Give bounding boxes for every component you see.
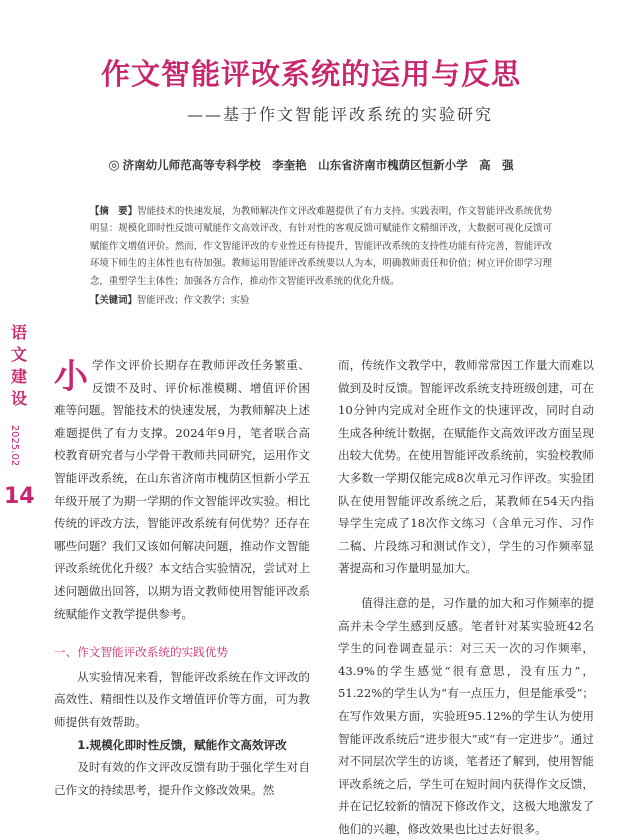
- drop-cap: 小: [54, 357, 88, 397]
- journal-char: 设: [10, 389, 27, 408]
- journal-char: 建: [10, 367, 27, 386]
- section-heading-1: 一、作文智能评改系统的实践优势: [54, 645, 228, 660]
- journal-char: 文: [10, 345, 27, 364]
- issue-date-text: 2025.02: [9, 424, 21, 467]
- journal-char: 语: [10, 323, 27, 342]
- keywords-text: 智能评改；作文教学；实验: [136, 295, 250, 307]
- author-line: [0, 157, 622, 173]
- body-paragraph: 从实验情况来看，智能评改系统在作文评改的高效性、精细性以及作文增值评价等方面，可为教师提供有效帮助。: [54, 669, 310, 729]
- abstract-label: 【摘 要】: [90, 206, 138, 217]
- abstract-paragraph: [90, 203, 552, 290]
- body-column-right: [338, 354, 594, 840]
- circle-symbol-icon: ◎: [108, 158, 120, 173]
- abstract-block: [90, 203, 552, 309]
- intro-paragraph: [54, 354, 310, 625]
- body-column-left: [54, 354, 310, 801]
- keywords-paragraph: [90, 292, 552, 309]
- keywords-label: 【关键词】: [90, 295, 137, 307]
- authors-text: 济南幼儿师范高等专科学校 李奎艳 山东省济南市槐荫区恒新小学 高 强: [122, 158, 514, 172]
- page-number: 14: [4, 484, 35, 509]
- issue-date: [6, 418, 36, 478]
- body-paragraph: 及时有效的作文评改反馈有助于强化学生对自己作文的持续思考，提升作文修改效果。然: [54, 760, 310, 797]
- article-subtitle: ——基于作文智能评改系统的实验研究: [186, 105, 493, 124]
- abstract-text: 智能技术的快速发展，为教师解决作文评改难题提供了有力支持。实践表明，作文智能评改系统优势明显：规模化即时性反馈可赋能作文高效评改，有针对性的客观反馈可赋能作文精细评改，大数据可视化反馈可赋能作文增值评价。然而，作文智能评改的专业性还有待提升，智能评改系统的支持性功能有待完善，智能评改环境下师生的主体性也有待加强。教师运用智能评改系统要以人为本，明确教师责任和价值；树立评价即学习理念，重塑学生主体性；加强各方合作，推动作文智能评改系统的优化升级。: [90, 206, 552, 287]
- intro-text: 学作文评价长期存在教师评改任务繁重、反馈不及时、评价标准模糊、增值评价困难等问题。智能技术的快速发展，为教师解决上述难题提供了有力支撑。2024年9月，笔者联合高校教育研究者与小学骨干教师共同研究，运用作文智能评改系统，在山东省济南市槐荫区恒新小学五年级开展了为期一学期的作文智能评改实验。相比传统的评改方法，智能评改系统有何优势？还存在哪些问题？我们又该如何解决问题，推动作文智能评改系统优化升级？本文结合实验情况，尝试对上述问题做出回答，以期为语文教师使用智能评改系统赋能作文教学提供参考。: [54, 358, 310, 621]
- subsection-heading-1: 1.规模化即时性反馈，赋能作文高效评改: [77, 737, 287, 752]
- body-paragraph: 而，传统作文教学中，教师常常因工作量大而难以做到及时反馈。智能评改系统支持班级创建，可在10分钟内完成对全班作文的快速评改，同时自动生成各种统计数据，在赋能作文高效评改方面呈现出较大优势。在使用智能评改系统前，实验校教师大多数一学期仅能完成8次单元习作评改。实验团队在使用智能评改系统之后，某教师在54天内指导学生完成了18次作文练习（含单元习作、习作二稿、片段练习和测试作文），学生的习作频率显著提高和习作量明显加大。: [338, 358, 594, 576]
- journal-name-vertical: [10, 322, 28, 410]
- article-title: 作文智能评改系统的运用与反思: [100, 57, 521, 91]
- body-paragraph: 值得注意的是，习作量的加大和习作频率的提高并未令学生感到反感。笔者针对某实验班42名学生的问卷调查显示：对三天一次的习作频率，43.9%的学生感觉“很有意思，没有压力”，51.22%的学生认为“有一点压力，但是能承受”；在写作效果方面，实验班95.12%的学生认为使用智能评改系统后“进步很大”或“有一定进步”。通过对不同层次学生的访谈，笔者还了解到，使用智能评改系统之后，学生可在短时间内获得作文反馈，并在记忆较新的情况下修改作文，这极大地激发了他们的兴趣，修改效果也比过去好很多。: [338, 595, 594, 836]
